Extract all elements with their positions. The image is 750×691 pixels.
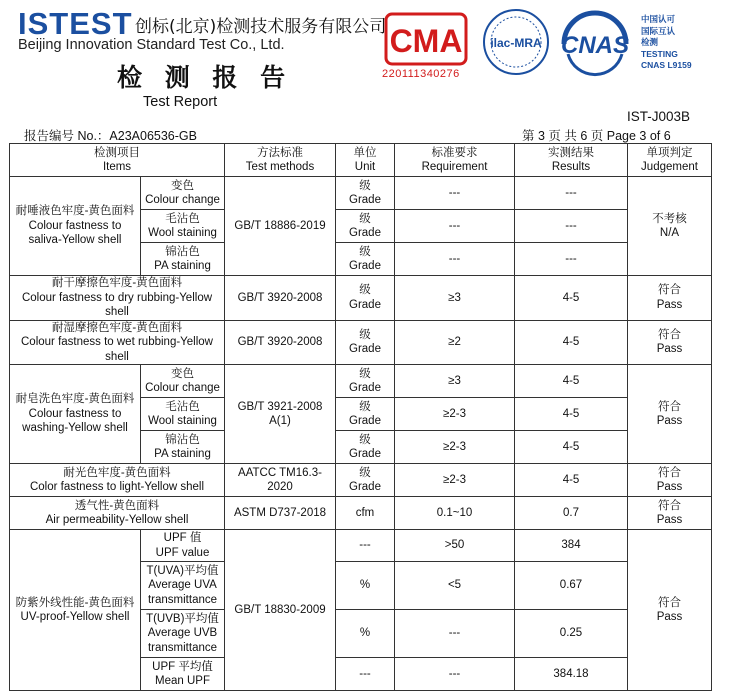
requirement-cell: ≥2 bbox=[395, 320, 515, 365]
unit-cell: % bbox=[336, 562, 395, 610]
unit-cell: 级 Grade bbox=[336, 320, 395, 365]
requirement-cell: ≥2-3 bbox=[395, 464, 515, 497]
header-requirement: 标准要求 Requirement bbox=[395, 144, 515, 177]
sub-item: 毛沾色 Wool staining bbox=[141, 398, 225, 431]
unit-cell: 级 Grade bbox=[336, 365, 395, 398]
method-cell: ASTM D737-2018 bbox=[225, 497, 336, 530]
header-results: 实测结果 Results bbox=[515, 144, 628, 177]
item-air-permeability: 透气性-黄色面料 Air permeability-Yellow shell bbox=[10, 497, 225, 530]
sub-item: 变色 Colour change bbox=[141, 365, 225, 398]
sub-item: UPF 值 UPF value bbox=[141, 530, 225, 562]
unit-cell: 级 Grade bbox=[336, 177, 395, 210]
unit-cell: 级 Grade bbox=[336, 431, 395, 464]
unit-cell: % bbox=[336, 610, 395, 658]
sub-item: UPF 平均值 Mean UPF bbox=[141, 658, 225, 691]
result-cell: 0.67 bbox=[515, 562, 628, 610]
company-name-cn: 创标(北京)检测技术服务有限公司 bbox=[135, 17, 387, 37]
unit-cell: --- bbox=[336, 530, 395, 562]
sub-item: T(UVB)平均值 Average UVB transmittance bbox=[141, 610, 225, 658]
report-title-en: Test Report bbox=[143, 94, 218, 110]
item-light: 耐光色牢度-黄色面料 Color fastness to light-Yellow shell bbox=[10, 464, 225, 497]
result-cell: --- bbox=[515, 210, 628, 243]
header-judgement: 单项判定 Judgement bbox=[628, 144, 712, 177]
result-cell: 384 bbox=[515, 530, 628, 562]
unit-cell: --- bbox=[336, 658, 395, 691]
judgement-cell: 符合 Pass bbox=[628, 497, 712, 530]
method-cell: GB/T 3920-2008 bbox=[225, 320, 336, 365]
requirement-cell: --- bbox=[395, 243, 515, 276]
table-row bbox=[10, 464, 712, 497]
unit-cell: 级 Grade bbox=[336, 276, 395, 321]
page-info: 第 3 页 共 6 页 Page 3 of 6 bbox=[522, 129, 671, 143]
item-uv-proof: 防紫外线性能-黄色面料 UV-proof-Yellow shell bbox=[10, 530, 141, 691]
sub-item: 锦沾色 PA staining bbox=[141, 431, 225, 464]
result-cell: 4-5 bbox=[515, 464, 628, 497]
method-cell: GB/T 3921-2008 A(1) bbox=[225, 365, 336, 464]
requirement-cell: --- bbox=[395, 177, 515, 210]
result-cell: 384.18 bbox=[515, 658, 628, 691]
table-row bbox=[10, 276, 712, 321]
result-cell: 4-5 bbox=[515, 398, 628, 431]
judgement-cell: 符合 Pass bbox=[628, 464, 712, 497]
judgement-cell: 符合 Pass bbox=[628, 276, 712, 321]
cnas-line: TESTING bbox=[641, 48, 678, 59]
istest-logo: ISTEST bbox=[18, 6, 133, 41]
method-cell: GB/T 3920-2008 bbox=[225, 276, 336, 321]
requirement-cell: --- bbox=[395, 658, 515, 691]
sub-item: 锦沾色 PA staining bbox=[141, 243, 225, 276]
requirement-cell: ≥2-3 bbox=[395, 398, 515, 431]
table-row bbox=[10, 177, 712, 210]
judgement-cell: 符合 Pass bbox=[628, 320, 712, 365]
table-row bbox=[10, 320, 712, 365]
table-row bbox=[10, 530, 712, 562]
item-wet-rubbing: 耐湿摩擦色牢度-黄色面料 Colour fastness to wet rubbing-Yellow shell bbox=[10, 320, 225, 365]
requirement-cell: ≥3 bbox=[395, 276, 515, 321]
company-name-en: Beijing Innovation Standard Test Co., Ltd. bbox=[18, 37, 285, 53]
result-cell: 4-5 bbox=[515, 365, 628, 398]
cnas-line: CNAS L9159 bbox=[641, 60, 692, 71]
cnas-line: 检测 bbox=[641, 37, 659, 48]
judgement-cell: 符合 Pass bbox=[628, 365, 712, 464]
unit-cell: 级 Grade bbox=[336, 398, 395, 431]
sub-item: 变色 Colour change bbox=[141, 177, 225, 210]
svg-text:ilac-MRA: ilac-MRA bbox=[490, 36, 542, 50]
item-washing: 耐皂洗色牢度-黄色面料 Colour fastness to washing-Yellow shell bbox=[10, 365, 141, 464]
unit-cell: 级 Grade bbox=[336, 210, 395, 243]
method-cell: GB/T 18830-2009 bbox=[225, 530, 336, 691]
report-number: 报告编号 No.：A23A06536-GB bbox=[24, 129, 197, 143]
header-items: 检测项目 Items bbox=[10, 144, 225, 177]
requirement-cell: >50 bbox=[395, 530, 515, 562]
cma-logo-icon bbox=[384, 12, 468, 66]
result-cell: 4-5 bbox=[515, 276, 628, 321]
ilac-mra-logo-icon bbox=[482, 8, 550, 76]
sub-item: 毛沾色 Wool staining bbox=[141, 210, 225, 243]
result-cell: --- bbox=[515, 177, 628, 210]
cnas-accreditation-text bbox=[641, 14, 692, 72]
svg-text:CMA: CMA bbox=[389, 23, 463, 59]
svg-text:CNAS: CNAS bbox=[560, 32, 630, 59]
judgement-cell: 不考核 N/A bbox=[628, 177, 712, 276]
result-cell: 4-5 bbox=[515, 320, 628, 365]
requirement-cell: ≥2-3 bbox=[395, 431, 515, 464]
table-header-row bbox=[10, 144, 712, 177]
report-title-cn: 检 测 报 告 bbox=[117, 63, 293, 92]
unit-cell: 级 Grade bbox=[336, 464, 395, 497]
requirement-cell: --- bbox=[395, 610, 515, 658]
requirement-cell: 0.1~10 bbox=[395, 497, 515, 530]
sub-item: T(UVA)平均值 Average UVA transmittance bbox=[141, 562, 225, 610]
result-cell: 4-5 bbox=[515, 431, 628, 464]
unit-cell: 级 Grade bbox=[336, 243, 395, 276]
result-cell: 0.7 bbox=[515, 497, 628, 530]
requirement-cell: ≥3 bbox=[395, 365, 515, 398]
requirement-cell: --- bbox=[395, 210, 515, 243]
unit-cell: cfm bbox=[336, 497, 395, 530]
header-unit: 单位 Unit bbox=[336, 144, 395, 177]
table-row bbox=[10, 365, 712, 398]
method-cell: AATCC TM16.3-2020 bbox=[225, 464, 336, 497]
item-saliva: 耐唾液色牢度-黄色面料 Colour fastness to saliva-Yellow shell bbox=[10, 177, 141, 276]
table-row bbox=[10, 497, 712, 530]
doc-code: IST-J003B bbox=[627, 109, 691, 124]
cma-number: 220111340276 bbox=[382, 68, 460, 80]
requirement-cell: <5 bbox=[395, 562, 515, 610]
judgement-cell: 符合 Pass bbox=[628, 530, 712, 691]
cnas-logo-icon bbox=[556, 10, 634, 78]
cnas-line: 国际互认 bbox=[641, 25, 676, 36]
item-dry-rubbing: 耐干摩擦色牢度-黄色面料 Colour fastness to dry rubbing-Yellow shell bbox=[10, 276, 225, 321]
cnas-line: 中国认可 bbox=[641, 14, 676, 24]
result-cell: 0.25 bbox=[515, 610, 628, 658]
header-method: 方法标准 Test methods bbox=[225, 144, 336, 177]
result-cell: --- bbox=[515, 243, 628, 276]
method-cell: GB/T 18886-2019 bbox=[225, 177, 336, 276]
test-results-table bbox=[9, 143, 712, 691]
